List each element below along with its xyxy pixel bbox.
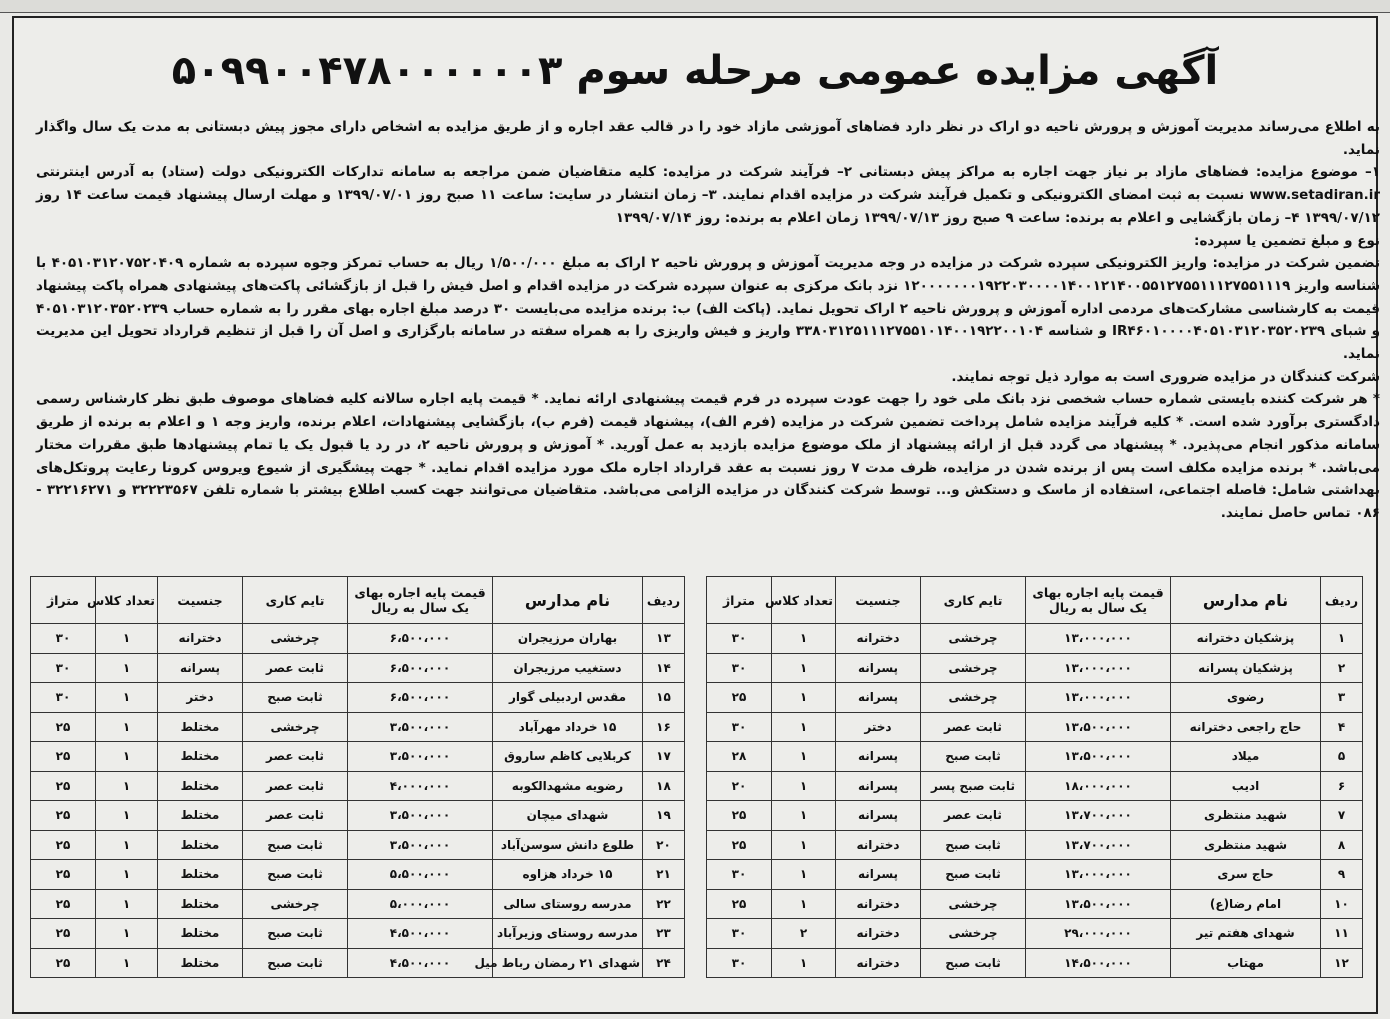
base-price: ۱۳،۷۰۰،۰۰۰ — [1026, 801, 1171, 831]
class-count: ۱ — [772, 830, 836, 860]
work-shift: ثابت صبح — [243, 683, 348, 713]
row-number: ۱۱ — [1321, 919, 1363, 949]
gender: دخترانه — [836, 624, 921, 654]
school-name: مدرسه روستای وزیرآباد — [493, 919, 643, 949]
school-name: ادیب — [1171, 771, 1321, 801]
row-number: ۴ — [1321, 712, 1363, 742]
table-row — [707, 860, 1363, 890]
area: ۲۵ — [31, 771, 96, 801]
work-shift: ثابت عصر — [243, 653, 348, 683]
work-shift: ثابت صبح — [243, 830, 348, 860]
row-number: ۱ — [1321, 624, 1363, 654]
class-count: ۱ — [96, 801, 158, 831]
gender: پسرانه — [158, 653, 243, 683]
table-row — [31, 653, 685, 683]
gender: دخترانه — [836, 919, 921, 949]
school-name: شهید منتظری — [1171, 830, 1321, 860]
area: ۲۵ — [31, 860, 96, 890]
area: ۲۵ — [31, 742, 96, 772]
school-name: امام رضا(ع) — [1171, 889, 1321, 919]
class-count: ۱ — [772, 712, 836, 742]
table-header-row — [707, 577, 1363, 624]
class-count: ۲ — [772, 919, 836, 949]
row-number: ۱۰ — [1321, 889, 1363, 919]
class-count: ۱ — [96, 948, 158, 978]
school-name: شهدای هفتم تیر — [1171, 919, 1321, 949]
guarantee-heading: نوع و مبلغ تضمین یا سپرده: — [1194, 232, 1380, 249]
class-count: ۱ — [772, 801, 836, 831]
work-shift: چرخشی — [243, 624, 348, 654]
base-price: ۱۳،۵۰۰،۰۰۰ — [1026, 712, 1171, 742]
class-count: ۱ — [96, 830, 158, 860]
work-shift: ثابت صبح — [921, 742, 1026, 772]
table-row — [707, 801, 1363, 831]
row-number: ۲۰ — [643, 830, 685, 860]
gender: پسرانه — [836, 771, 921, 801]
base-price: ۱۸،۰۰۰،۰۰۰ — [1026, 771, 1171, 801]
area: ۲۵ — [31, 919, 96, 949]
col-gender: جنسیت — [836, 577, 921, 624]
work-shift: ثابت صبح — [921, 830, 1026, 860]
table-row — [707, 889, 1363, 919]
table-row — [31, 742, 685, 772]
work-shift: چرخشی — [243, 889, 348, 919]
class-count: ۱ — [96, 919, 158, 949]
work-shift: ثابت عصر — [243, 771, 348, 801]
schools-table-right — [706, 576, 1363, 978]
table-row — [31, 919, 685, 949]
col-row: ردیف — [643, 577, 685, 624]
class-count: ۱ — [772, 683, 836, 713]
base-price: ۳،۵۰۰،۰۰۰ — [348, 801, 493, 831]
row-number: ۶ — [1321, 771, 1363, 801]
gender: مختلط — [158, 712, 243, 742]
participants-heading: شرکت کنندگان در مزایده ضروری است به موارد ذیل توجه نمایند. — [951, 368, 1380, 385]
table-row — [707, 683, 1363, 713]
school-name: شهدای ۲۱ رمضان رباط میل — [493, 948, 643, 978]
area: ۳۰ — [707, 919, 772, 949]
base-price: ۳،۵۰۰،۰۰۰ — [348, 742, 493, 772]
gender: دخترانه — [836, 830, 921, 860]
base-price: ۶،۵۰۰،۰۰۰ — [348, 653, 493, 683]
col-classes: تعداد کلاس — [772, 577, 836, 624]
table-row — [31, 801, 685, 831]
work-shift: ثابت صبح — [243, 860, 348, 890]
class-count: ۱ — [772, 624, 836, 654]
area: ۳۰ — [31, 653, 96, 683]
col-school: نام مدارس — [1171, 577, 1321, 624]
gender: مختلط — [158, 771, 243, 801]
table-row — [31, 771, 685, 801]
subject-paragraph: ۱– موضوع مزایده: فضاهای مازاد بر نیاز جهت اجاره به مراکز پیش دبستانی ۲– فرآیند شرکت در مزایده: کلیه متقاضیان ضمن مراجعه به سامانه تدارکات الکترونیکی دولت (ستاد) به آدرس اینترنتی www.setadiran.ir نسبت به ثبت امضای الکترونیکی و تکمیل فرآیند شرکت در مزایده اقدام نمایند. ۳– زمان انتشار در سایت: ساعت ۱۱ صبح روز ۱۳۹۹/۰۷/۰۱ و مهلت ارسال پیشنهاد قیمت ساعت ۱۴ روز ۱۳۹۹/۰۷/۱۲ ۴– زمان بازگشایی و اعلام به برنده: ساعت ۹ صبح روز ۱۳۹۹/۰۷/۱۳ زمان اعلام به برنده: روز ۱۳۹۹/۰۷/۱۴ — [36, 164, 1380, 226]
col-price: قیمت پایه اجاره بهای یک سال به ریال — [348, 577, 493, 624]
school-name: ۱۵ خرداد هزاوه — [493, 860, 643, 890]
base-price: ۱۳،۰۰۰،۰۰۰ — [1026, 683, 1171, 713]
school-name: مهتاب — [1171, 948, 1321, 978]
work-shift: چرخشی — [243, 712, 348, 742]
table-row — [707, 919, 1363, 949]
work-shift: ثابت عصر — [921, 712, 1026, 742]
guarantee-paragraph: تضمین شرکت در مزایده: واریز الکترونیکی سپرده شرکت در مزایده در وجه مدیریت آموزش و پرورش ناحیه ۲ اراک به مبلغ ۱/۵۰۰/۰۰۰ ریال به حساب تمرکز وجوه سپرده به شماره ۴۰۵۱۰۳۱۲۰۷۵۲۰۴۰۹ با شناسه واریز ۱۲۰۰۰۰۰۰۰۱۹۲۲۰۳۰۰۰۰۱۴۰۰۱۲۱۴۰۰۵۵۱۲۷۵۵۱۱۱۲۷۵۵۱۱۱۹ نزد بانک مرکزی به عنوان سپرده شرکت در مزایده اقدام و اصل فیش را قبل از بازگشائی پاکت‌های پیشنهادی همراه پاکت پیشنهاد قیمت به کارشناسی مشارکت‌های مردمی اداره آموزش و پرورش ناحیه ۲ اراک تحویل نماید. (پاکت الف) ب: برنده مزایده می‌بایست ۳۰ درصد مبلغ اجاره بهای مقرر را به شماره حساب ۴۰۵۱۰۳۱۲۰۳۵۲۰۲۳۹ و شبای IR۴۶۰۱۰۰۰۰۴۰۵۱۰۳۱۲۰۳۵۲۰۲۳۹ و شناسه ۳۳۸۰۳۱۲۵۱۱۱۲۷۵۵۱۰۱۴۰۰۱۹۲۲۰۰۱۰۴ واریز و فیش واریزی را به همراه سفته در سامانه بارگزاری و اصل آن را قبل از تنظیم قرارداد تحویل این مدیریت نماید. — [36, 255, 1381, 363]
base-price: ۱۴،۵۰۰،۰۰۰ — [1026, 948, 1171, 978]
area: ۲۰ — [707, 771, 772, 801]
class-count: ۱ — [96, 742, 158, 772]
area: ۲۸ — [707, 742, 772, 772]
work-shift: چرخشی — [921, 624, 1026, 654]
table-row — [31, 889, 685, 919]
class-count: ۱ — [772, 889, 836, 919]
area: ۲۵ — [31, 889, 96, 919]
class-count: ۱ — [96, 624, 158, 654]
table-row — [707, 830, 1363, 860]
school-name: حاج سری — [1171, 860, 1321, 890]
col-classes: تعداد کلاس — [96, 577, 158, 624]
school-name: پزشکیان پسرانه — [1171, 653, 1321, 683]
gender: مختلط — [158, 860, 243, 890]
school-name: بهاران مرزیجران — [493, 624, 643, 654]
class-count: ۱ — [96, 860, 158, 890]
class-count: ۱ — [96, 683, 158, 713]
school-name: شهدای میچان — [493, 801, 643, 831]
row-number: ۱۹ — [643, 801, 685, 831]
base-price: ۴،۵۰۰،۰۰۰ — [348, 948, 493, 978]
row-number: ۵ — [1321, 742, 1363, 772]
work-shift: چرخشی — [921, 919, 1026, 949]
school-name: حاج راجعی دخترانه — [1171, 712, 1321, 742]
gender: مختلط — [158, 830, 243, 860]
area: ۲۵ — [707, 889, 772, 919]
class-count: ۱ — [772, 948, 836, 978]
newspaper-top-strip — [0, 0, 1390, 13]
base-price: ۵،۵۰۰،۰۰۰ — [348, 860, 493, 890]
base-price: ۱۳،۵۰۰،۰۰۰ — [1026, 742, 1171, 772]
area: ۳۰ — [707, 712, 772, 742]
col-price: قیمت پایه اجاره بهای یک سال به ریال — [1026, 577, 1171, 624]
gender: دختر — [836, 712, 921, 742]
gender: دخترانه — [836, 889, 921, 919]
base-price: ۱۳،۰۰۰،۰۰۰ — [1026, 624, 1171, 654]
gender: پسرانه — [836, 653, 921, 683]
work-shift: ثابت عصر — [243, 801, 348, 831]
row-number: ۲۲ — [643, 889, 685, 919]
table-row — [707, 771, 1363, 801]
col-area: متراژ — [31, 577, 96, 624]
base-price: ۳،۵۰۰،۰۰۰ — [348, 830, 493, 860]
col-school: نام مدارس — [493, 577, 643, 624]
table-row — [31, 948, 685, 978]
area: ۳۰ — [707, 624, 772, 654]
table-row — [707, 948, 1363, 978]
work-shift: ثابت صبح پسر — [921, 771, 1026, 801]
area: ۲۵ — [707, 830, 772, 860]
school-name: مدرسه روستای سالی — [493, 889, 643, 919]
row-number: ۱۶ — [643, 712, 685, 742]
table-row — [707, 742, 1363, 772]
notice-body — [36, 116, 1380, 525]
area: ۲۵ — [707, 683, 772, 713]
row-number: ۱۸ — [643, 771, 685, 801]
row-number: ۱۷ — [643, 742, 685, 772]
work-shift: چرخشی — [921, 653, 1026, 683]
class-count: ۱ — [96, 889, 158, 919]
table-row — [31, 830, 685, 860]
work-shift: ثابت عصر — [243, 742, 348, 772]
work-shift: چرخشی — [921, 889, 1026, 919]
base-price: ۲۹،۰۰۰،۰۰۰ — [1026, 919, 1171, 949]
area: ۳۰ — [707, 653, 772, 683]
row-number: ۹ — [1321, 860, 1363, 890]
gender: دختر — [158, 683, 243, 713]
row-number: ۱۵ — [643, 683, 685, 713]
work-shift: ثابت صبح — [921, 948, 1026, 978]
row-number: ۲ — [1321, 653, 1363, 683]
base-price: ۱۳،۷۰۰،۰۰۰ — [1026, 830, 1171, 860]
table-row — [707, 624, 1363, 654]
gender: دخترانه — [836, 948, 921, 978]
school-name: مقدس اردبیلی گوار — [493, 683, 643, 713]
area: ۳۰ — [707, 948, 772, 978]
school-name: طلوع دانش سوسن‌آباد — [493, 830, 643, 860]
col-gender: جنسیت — [158, 577, 243, 624]
gender: مختلط — [158, 889, 243, 919]
work-shift: ثابت صبح — [921, 860, 1026, 890]
table-header-row — [31, 577, 685, 624]
row-number: ۲۳ — [643, 919, 685, 949]
col-row: ردیف — [1321, 577, 1363, 624]
conditions-paragraph: * هر شرکت کننده بایستی شماره حساب شخصی نزد بانک ملی خود را جهت عودت سپرده در فرم قیمت پیشنهادی ارائه نماید. * قیمت پایه اجاره سالانه کلیه فضاهای موصوف طبق نظر کارشناس رسمی دادگستری برآورد شده است. * کلیه فرآیند مزایده شامل پرداخت تضمین شرکت در مزایده (فرم الف)، پیشنهاد قیمت (فرم ب)، بازگشایی پیشنهادات، اعلام برنده، واریز وجه ۱ و اعلام به برنده از طریق سامانه مذکور انجام می‌پذیرد. * پیشنهاد می گردد قبل از ارائه پیشنهاد از ملک موضوع مزایده بازدید به عمل آورید. * آموزش و پرورش ناحیه ۲، در رد یا قبول یک یا تمام پیشنهادها طبق مقررات مختار می‌باشد. * برنده مزایده مکلف است پس از برنده شدن در مزایده، ظرف مدت ۷ روز نسبت به عقد قرارداد اجاره ملک مورد مزایده اقدام نماید. * جهت پیشگیری از شیوع ویروس کرونا رعایت پروتکل‌های بهداشتی شامل: فاصله اجتماعی، استفاده از ماسک و دستکش و... توسط شرکت کنندگان در مزایده الزامی می‌باشد. متقاضیان می‌توانند جهت کسب اطلاع بیشتر با شماره تلفن ۳۲۲۲۳۵۶۷ و ۳۲۲۱۶۲۷۱ - ۰۸۶ تماس حاصل نمایند. — [36, 391, 1380, 521]
school-name: دستغیب مرزیجران — [493, 653, 643, 683]
area: ۲۵ — [707, 801, 772, 831]
class-count: ۱ — [772, 742, 836, 772]
row-number: ۱۳ — [643, 624, 685, 654]
row-number: ۷ — [1321, 801, 1363, 831]
school-name: میلاد — [1171, 742, 1321, 772]
row-number: ۸ — [1321, 830, 1363, 860]
table-row — [31, 860, 685, 890]
table-body-left — [31, 624, 685, 978]
base-price: ۱۳،۰۰۰،۰۰۰ — [1026, 653, 1171, 683]
school-name: پزشکیان دخترانه — [1171, 624, 1321, 654]
table-row — [31, 712, 685, 742]
base-price: ۴،۰۰۰،۰۰۰ — [348, 771, 493, 801]
school-name: ۱۵ خرداد مهرآباد — [493, 712, 643, 742]
table-row — [31, 683, 685, 713]
gender: پسرانه — [836, 683, 921, 713]
school-name: رضوی — [1171, 683, 1321, 713]
notice-title: آگهی مزایده عمومی مرحله سوم ۵۰۹۹۰۰۴۷۸۰۰۰۰۰۰۳ — [171, 48, 1219, 94]
school-name: کربلایی کاظم ساروق — [493, 742, 643, 772]
class-count: ۱ — [96, 653, 158, 683]
area: ۲۵ — [31, 801, 96, 831]
class-count: ۱ — [96, 712, 158, 742]
work-shift: ثابت صبح — [243, 948, 348, 978]
base-price: ۱۳،۰۰۰،۰۰۰ — [1026, 860, 1171, 890]
row-number: ۲۴ — [643, 948, 685, 978]
class-count: ۱ — [772, 653, 836, 683]
base-price: ۳،۵۰۰،۰۰۰ — [348, 712, 493, 742]
area: ۲۵ — [31, 948, 96, 978]
school-name: شهید منتظری — [1171, 801, 1321, 831]
class-count: ۱ — [772, 860, 836, 890]
row-number: ۱۲ — [1321, 948, 1363, 978]
table-row — [31, 624, 685, 654]
intro-paragraph: به اطلاع می‌رساند مدیریت آموزش و پرورش ناحیه دو اراک در نظر دارد فضاهای آموزشی مازاد خود را در قالب عقد اجاره و از طریق مزایده به اشخاص دارای مجوز پیش دبستانی به مدت یک سال واگذار نماید. — [36, 119, 1380, 158]
row-number: ۲۱ — [643, 860, 685, 890]
gender: مختلط — [158, 801, 243, 831]
table-row — [707, 712, 1363, 742]
gender: مختلط — [158, 742, 243, 772]
base-price: ۱۳،۵۰۰،۰۰۰ — [1026, 889, 1171, 919]
col-area: متراژ — [707, 577, 772, 624]
gender: پسرانه — [836, 860, 921, 890]
schools-table-left — [30, 576, 685, 978]
row-number: ۱۴ — [643, 653, 685, 683]
gender: پسرانه — [836, 801, 921, 831]
row-number: ۳ — [1321, 683, 1363, 713]
table-row — [707, 653, 1363, 683]
gender: دخترانه — [158, 624, 243, 654]
gender: مختلط — [158, 948, 243, 978]
base-price: ۵،۰۰۰،۰۰۰ — [348, 889, 493, 919]
gender: پسرانه — [836, 742, 921, 772]
class-count: ۱ — [772, 771, 836, 801]
class-count: ۱ — [96, 771, 158, 801]
work-shift: ثابت صبح — [243, 919, 348, 949]
base-price: ۴،۵۰۰،۰۰۰ — [348, 919, 493, 949]
work-shift: چرخشی — [921, 683, 1026, 713]
area: ۳۰ — [707, 860, 772, 890]
col-shift: تایم کاری — [921, 577, 1026, 624]
area: ۲۵ — [31, 830, 96, 860]
base-price: ۶،۵۰۰،۰۰۰ — [348, 624, 493, 654]
table-body-right — [707, 624, 1363, 978]
area: ۳۰ — [31, 624, 96, 654]
base-price: ۶،۵۰۰،۰۰۰ — [348, 683, 493, 713]
col-shift: تایم کاری — [243, 577, 348, 624]
work-shift: ثابت عصر — [921, 801, 1026, 831]
school-name: رضویه مشهدالکوبه — [493, 771, 643, 801]
area: ۲۵ — [31, 712, 96, 742]
area: ۳۰ — [31, 683, 96, 713]
gender: مختلط — [158, 919, 243, 949]
